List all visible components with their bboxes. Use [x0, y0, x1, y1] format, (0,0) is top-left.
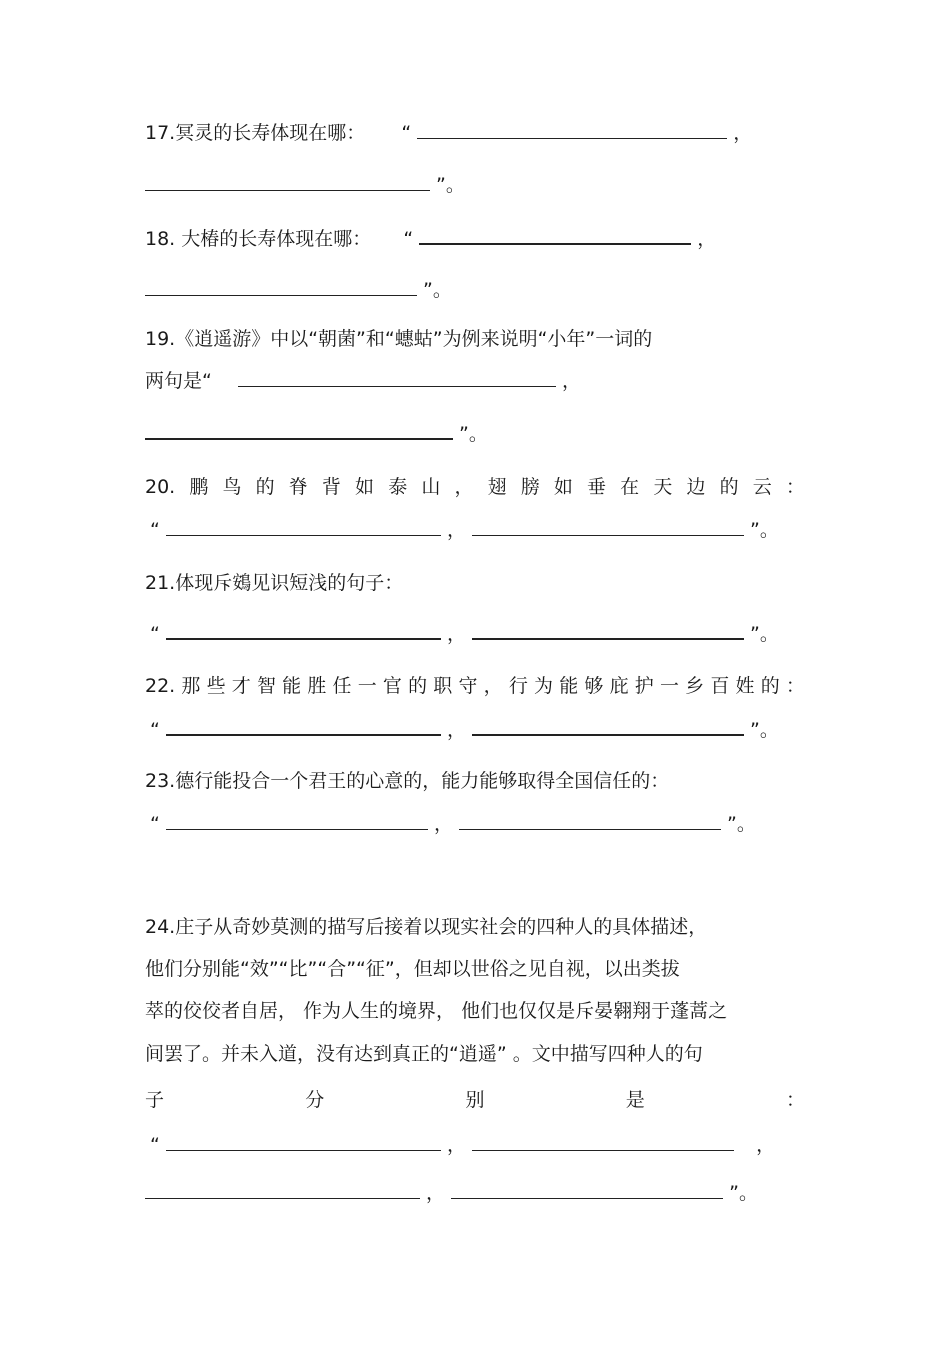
- q22-prompt-char: 庇: [609, 675, 629, 697]
- q24-line3: 萃的佼佼者自居， 作为人生的境界， 他们也仅仅是斥晏翱翔于蓬蒿之: [145, 1000, 728, 1022]
- q22-blank-1[interactable]: [166, 716, 441, 736]
- q22-prompt-char: 守: [458, 675, 478, 697]
- q21-text: 21.体现斥鴳见识短浅的句子：: [145, 572, 404, 594]
- q23-open-quote: “: [150, 813, 160, 835]
- q22-prompt-char: 为: [534, 675, 554, 697]
- q24-line5-char: 是: [625, 1089, 645, 1111]
- q22-prompt-char: 够: [584, 675, 604, 697]
- q21-close: ”。: [750, 623, 779, 645]
- q20-prompt-char: 膀: [520, 476, 540, 498]
- q24-line1: 24.庄子从奇妙莫测的描写后接着以现实社会的四种人的具体描述，: [145, 916, 708, 938]
- q22-prompt-char: 才: [231, 675, 251, 697]
- q23-answer-line: [150, 811, 756, 837]
- q19-blank-2[interactable]: [145, 420, 453, 440]
- q18-text: 18. 大椿的长寿体现在哪：: [145, 228, 372, 250]
- q17-line2: [145, 172, 465, 198]
- q24-close: ”。: [729, 1182, 758, 1204]
- q24-blank-3[interactable]: [145, 1180, 420, 1199]
- q20-open-quote: “: [150, 519, 160, 541]
- q22-prompt-char: 乡: [685, 675, 705, 697]
- q17-close: ”。: [436, 174, 465, 196]
- q22-prompt-char: 些: [206, 675, 226, 697]
- q21-answer-line: [150, 620, 779, 647]
- q17-open-quote: “: [401, 122, 412, 144]
- q22-prompt-char: 智: [256, 675, 276, 697]
- q24-line5-char: 分: [305, 1089, 325, 1111]
- q23-blank-1[interactable]: [166, 811, 428, 830]
- q23-comma: ，: [433, 813, 453, 835]
- q22-prompt-char: 的: [408, 675, 428, 697]
- q24-answer-line2: [145, 1180, 758, 1206]
- q20-prompt-char: 鹏: [189, 476, 209, 498]
- q20-prompt-char: 的: [719, 476, 739, 498]
- q23-close: ”。: [727, 813, 756, 835]
- q22-open-quote: “: [150, 719, 160, 741]
- q20-prompt-char: 在: [620, 476, 640, 498]
- q21-open-quote: “: [150, 623, 160, 645]
- q24-line5-char: 别: [465, 1089, 485, 1111]
- q17-blank-2[interactable]: [145, 172, 430, 191]
- q20-prompt-char: 如: [355, 476, 375, 498]
- q24-line5-char: ：: [785, 1089, 805, 1111]
- q20-prompt: [145, 474, 805, 500]
- q24-line4: 间罢了。并未入道，没有达到真正的“逍遥” 。文中描写四种人的句: [145, 1043, 703, 1065]
- q21-blank-2[interactable]: [472, 620, 744, 640]
- q20-prompt-char: ，: [454, 476, 474, 498]
- q22-blank-2[interactable]: [472, 716, 744, 736]
- q19-line1: 19.《逍遥游》中以“朝菌”和“蟪蛄”为例来说明“小年”一词的: [145, 328, 653, 350]
- q20-blank-2[interactable]: [472, 517, 744, 536]
- q20-prompt-char: 云: [752, 476, 772, 498]
- q20-prompt-char: 背: [321, 476, 341, 498]
- q18-blank-1[interactable]: [419, 225, 691, 245]
- q17-text: 17.冥灵的长寿体现在哪：: [145, 122, 366, 144]
- q22-prompt-char: 能: [559, 675, 579, 697]
- q20-prompt-char: 山: [421, 476, 441, 498]
- q19-close: ”。: [459, 423, 488, 445]
- q20-close: ”。: [750, 519, 779, 541]
- q22-prompt: [145, 673, 805, 699]
- q20-prompt-char: 边: [686, 476, 706, 498]
- q22-prompt-char: 任: [332, 675, 352, 697]
- q19-line3: [145, 420, 488, 447]
- q19-text: 两句是“: [145, 370, 212, 392]
- q24-line5: [145, 1087, 805, 1113]
- q22-close: ”。: [750, 719, 779, 741]
- q22-prompt-char: 能: [282, 675, 302, 697]
- q20-prompt-char: 脊: [288, 476, 308, 498]
- q18-line2: [145, 277, 452, 303]
- q20-prompt-char: 天: [653, 476, 673, 498]
- q22-comma: ，: [446, 719, 466, 741]
- q20-blank-1[interactable]: [166, 517, 441, 536]
- q20-prompt-char: 的: [255, 476, 275, 498]
- q22-prompt-char: 行: [508, 675, 528, 697]
- q22-prompt-char: 22.: [145, 675, 176, 697]
- q18-close: ”。: [423, 279, 452, 301]
- q18-line1: [145, 225, 716, 252]
- q17-blank-1[interactable]: [417, 120, 727, 139]
- q19-line2: [145, 368, 581, 394]
- q19-blank-1[interactable]: [238, 368, 556, 387]
- q22-prompt-char: 护: [634, 675, 654, 697]
- q21-comma: ，: [446, 623, 466, 645]
- q22-prompt-char: 百: [710, 675, 730, 697]
- q24-line2: 他们分别能“效”“比”“合”“征”，但却以世俗之见自视，以出类拔: [145, 958, 680, 980]
- q19-comma: ，: [561, 370, 581, 392]
- q20-comma: ，: [446, 519, 466, 541]
- q24-comma-1: ，: [446, 1134, 466, 1156]
- q20-prompt-char: 鸟: [222, 476, 242, 498]
- q20-answer-line: [150, 517, 779, 543]
- q20-prompt-char: 20.: [145, 476, 176, 498]
- q22-prompt-char: 胜: [307, 675, 327, 697]
- q24-open-quote: “: [150, 1134, 160, 1156]
- q18-comma: ，: [697, 228, 717, 250]
- q22-prompt-char: 那: [181, 675, 201, 697]
- q17-comma: ，: [733, 122, 753, 144]
- q22-prompt-char: 官: [382, 675, 402, 697]
- q23-blank-2[interactable]: [459, 811, 721, 830]
- q22-prompt-char: 的: [760, 675, 780, 697]
- q24-comma-3: ，: [426, 1182, 446, 1204]
- q20-prompt-char: 翅: [487, 476, 507, 498]
- q22-prompt-char: ，: [483, 675, 503, 697]
- q20-prompt-char: 垂: [587, 476, 607, 498]
- q22-prompt-char: 一: [357, 675, 377, 697]
- q24-blank-4[interactable]: [451, 1180, 723, 1199]
- q22-prompt-char: ：: [785, 675, 805, 697]
- q22-prompt-char: 一: [659, 675, 679, 697]
- q20-prompt-char: ：: [785, 476, 805, 498]
- q18-open-quote: “: [403, 228, 414, 250]
- q24-answer-line1: [150, 1132, 775, 1158]
- q23-text: 23.德行能投合一个君王的心意的，能力能够取得全国信任的：: [145, 770, 670, 792]
- q24-blank-1[interactable]: [166, 1132, 441, 1151]
- q22-prompt-char: 职: [433, 675, 453, 697]
- q18-blank-2[interactable]: [145, 277, 417, 296]
- q20-prompt-char: 如: [553, 476, 573, 498]
- q24-blank-2[interactable]: [472, 1132, 734, 1151]
- q17-line1: [145, 120, 752, 146]
- q21-blank-1[interactable]: [166, 620, 441, 640]
- q22-answer-line: [150, 716, 779, 743]
- q22-prompt-char: 姓: [735, 675, 755, 697]
- q24-comma-2: ，: [756, 1134, 776, 1156]
- q20-prompt-char: 泰: [388, 476, 408, 498]
- q24-line5-char: 子: [145, 1089, 165, 1111]
